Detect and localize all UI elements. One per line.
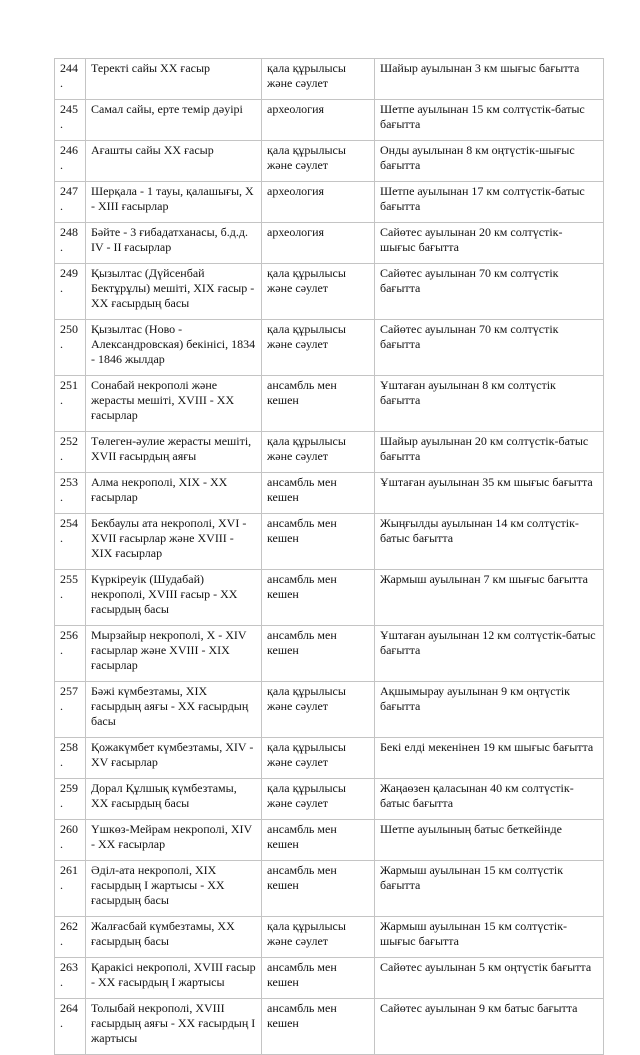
table-row [55, 59, 604, 100]
location-cell: Жармыш ауылынан 15 км солтүстік бағытта [375, 861, 604, 917]
location-cell: Сайөтес ауылынан 70 км солтүстік бағытта [375, 320, 604, 376]
monument-name-cell: Үшкөз-Мейрам некрополі, XIV - XX ғасырлар [86, 820, 262, 861]
row-number-cell: 249. [55, 264, 86, 320]
row-number-cell: 247. [55, 182, 86, 223]
location-cell: Сайөтес ауылынан 20 км солтүстік-шығыс бағытта [375, 223, 604, 264]
location-cell: Жыңғылды ауылынан 14 км солтүстік-батыс бағытта [375, 514, 604, 570]
category-cell: ансамбль мен кешен [262, 626, 375, 682]
table-row [55, 376, 604, 432]
category-cell: ансамбль мен кешен [262, 861, 375, 917]
row-number-cell: 255. [55, 570, 86, 626]
monument-name-cell: Шерқала - 1 тауы, қалашығы, X - XIII ғасырлар [86, 182, 262, 223]
location-cell: Сайөтес ауылынан 9 км батыс бағытта [375, 999, 604, 1055]
location-cell: Бекі елді мекенінен 19 км шығыс бағытта [375, 738, 604, 779]
location-cell: Ұштаған ауылынан 35 км шығыс бағытта [375, 473, 604, 514]
row-number-cell: 258. [55, 738, 86, 779]
monument-name-cell: Сонабай некрополі және жерасты мешіті, XVIII - XX ғасырлар [86, 376, 262, 432]
row-number-cell: 244. [55, 59, 86, 100]
monument-name-cell: Төлеген-әулие жерасты мешіті, XVII ғасырдың аяғы [86, 432, 262, 473]
table-row [55, 514, 604, 570]
category-cell: ансамбль мен кешен [262, 999, 375, 1055]
row-number-cell: 252. [55, 432, 86, 473]
monument-name-cell: Толыбай некрополі, XVIII ғасырдың аяғы - XX ғасырдың I жартысы [86, 999, 262, 1055]
category-cell: ансамбль мен кешен [262, 376, 375, 432]
category-cell: археология [262, 223, 375, 264]
row-number-cell: 259. [55, 779, 86, 820]
row-number-cell: 251. [55, 376, 86, 432]
table-row [55, 141, 604, 182]
category-cell: қала құрылысы және сәулет [262, 320, 375, 376]
monument-name-cell: Жалғасбай күмбезтамы, XX ғасырдың басы [86, 917, 262, 958]
row-number-cell: 261. [55, 861, 86, 917]
table-row [55, 958, 604, 999]
table-row [55, 100, 604, 141]
table-row [55, 779, 604, 820]
location-cell: Ақшымырау ауылынан 9 км оңтүстік бағытта [375, 682, 604, 738]
location-cell: Шетпе ауылының батыс беткейінде [375, 820, 604, 861]
table-row [55, 473, 604, 514]
monument-name-cell: Теректі сайы ХХ ғасыр [86, 59, 262, 100]
category-cell: ансамбль мен кешен [262, 958, 375, 999]
table-row [55, 432, 604, 473]
monument-name-cell: Қаракісі некрополі, XVIII ғасыр - XX ғасырдың I жартысы [86, 958, 262, 999]
monument-name-cell: Қызылтас (Дүйсенбай Бектұрұлы) мешіті, XIX ғасыр - XX ғасырдың басы [86, 264, 262, 320]
location-cell: Онды ауылынан 8 км оңтүстік-шығыс бағытта [375, 141, 604, 182]
location-cell: Ұштаған ауылынан 8 км солтүстік бағытта [375, 376, 604, 432]
monument-name-cell: Бекбаулы ата некрополі, XVI - XVII ғасырлар және XVIII - XIX ғасырлар [86, 514, 262, 570]
monument-name-cell: Қызылтас (Ново - Александровская) бекінісі, 1834 - 1846 жылдар [86, 320, 262, 376]
location-cell: Жармыш ауылынан 7 км шығыс бағытта [375, 570, 604, 626]
monument-name-cell: Самал сайы, ерте темір дәуірі [86, 100, 262, 141]
table-row [55, 264, 604, 320]
row-number-cell: 264. [55, 999, 86, 1055]
location-cell: Шайыр ауылынан 3 км шығыс бағытта [375, 59, 604, 100]
category-cell: археология [262, 182, 375, 223]
category-cell: қала құрылысы және сәулет [262, 682, 375, 738]
monuments-table [54, 58, 604, 1055]
row-number-cell: 256. [55, 626, 86, 682]
row-number-cell: 245. [55, 100, 86, 141]
location-cell: Шетпе ауылынан 15 км солтүстік-батыс бағытта [375, 100, 604, 141]
table-row [55, 570, 604, 626]
row-number-cell: 248. [55, 223, 86, 264]
location-cell: Шайыр ауылынан 20 км солтүстік-батыс бағытта [375, 432, 604, 473]
monument-name-cell: Ағашты сайы ХХ ғасыр [86, 141, 262, 182]
category-cell: қала құрылысы және сәулет [262, 779, 375, 820]
row-number-cell: 263. [55, 958, 86, 999]
monuments-table-body [55, 59, 604, 1055]
table-row [55, 682, 604, 738]
table-row [55, 223, 604, 264]
row-number-cell: 257. [55, 682, 86, 738]
location-cell: Ұштаған ауылынан 12 км солтүстік-батыс бағытта [375, 626, 604, 682]
monument-name-cell: Мырзайыр некрополі, X - XIV ғасырлар және XVIII - XIX ғасырлар [86, 626, 262, 682]
category-cell: қала құрылысы және сәулет [262, 738, 375, 779]
category-cell: ансамбль мен кешен [262, 514, 375, 570]
location-cell: Жаңаөзен қаласынан 40 км солтүстік-батыс бағытта [375, 779, 604, 820]
category-cell: қала құрылысы және сәулет [262, 141, 375, 182]
row-number-cell: 246. [55, 141, 86, 182]
location-cell: Сайөтес ауылынан 70 км солтүстік бағытта [375, 264, 604, 320]
row-number-cell: 254. [55, 514, 86, 570]
monument-name-cell: Қожакүмбет күмбезтамы, XIV - XV ғасырлар [86, 738, 262, 779]
category-cell: қала құрылысы және сәулет [262, 917, 375, 958]
category-cell: ансамбль мен кешен [262, 820, 375, 861]
location-cell: Сайөтес ауылынан 5 км оңтүстік бағытта [375, 958, 604, 999]
table-row [55, 820, 604, 861]
row-number-cell: 250. [55, 320, 86, 376]
category-cell: ансамбль мен кешен [262, 570, 375, 626]
category-cell: қала құрылысы және сәулет [262, 264, 375, 320]
table-row [55, 626, 604, 682]
row-number-cell: 260. [55, 820, 86, 861]
monument-name-cell: Әділ-ата некрополі, XIX ғасырдың I жартысы - XX ғасырдың басы [86, 861, 262, 917]
table-row [55, 917, 604, 958]
category-cell: қала құрылысы және сәулет [262, 432, 375, 473]
monument-name-cell: Дорал Құлшық күмбезтамы, XX ғасырдың басы [86, 779, 262, 820]
category-cell: ансамбль мен кешен [262, 473, 375, 514]
row-number-cell: 262. [55, 917, 86, 958]
category-cell: қала құрылысы және сәулет [262, 59, 375, 100]
table-row [55, 999, 604, 1055]
monument-name-cell: Бәйте - 3 ғибадатханасы, б.д.д. IV - II ғасырлар [86, 223, 262, 264]
monument-name-cell: Күркіреуік (Шудабай) некрополі, XVIII ғасыр - XX ғасырдың басы [86, 570, 262, 626]
location-cell: Шетпе ауылынан 17 км солтүстік-батыс бағытта [375, 182, 604, 223]
category-cell: археология [262, 100, 375, 141]
table-row [55, 182, 604, 223]
monument-name-cell: Бәжі күмбезтамы, XIX ғасырдың аяғы - XX ғасырдың басы [86, 682, 262, 738]
monument-name-cell: Алма некрополі, XIX - XX ғасырлар [86, 473, 262, 514]
table-row [55, 320, 604, 376]
table-row [55, 861, 604, 917]
row-number-cell: 253. [55, 473, 86, 514]
location-cell: Жармыш ауылынан 15 км солтүстік-шығыс бағытта [375, 917, 604, 958]
table-row [55, 738, 604, 779]
